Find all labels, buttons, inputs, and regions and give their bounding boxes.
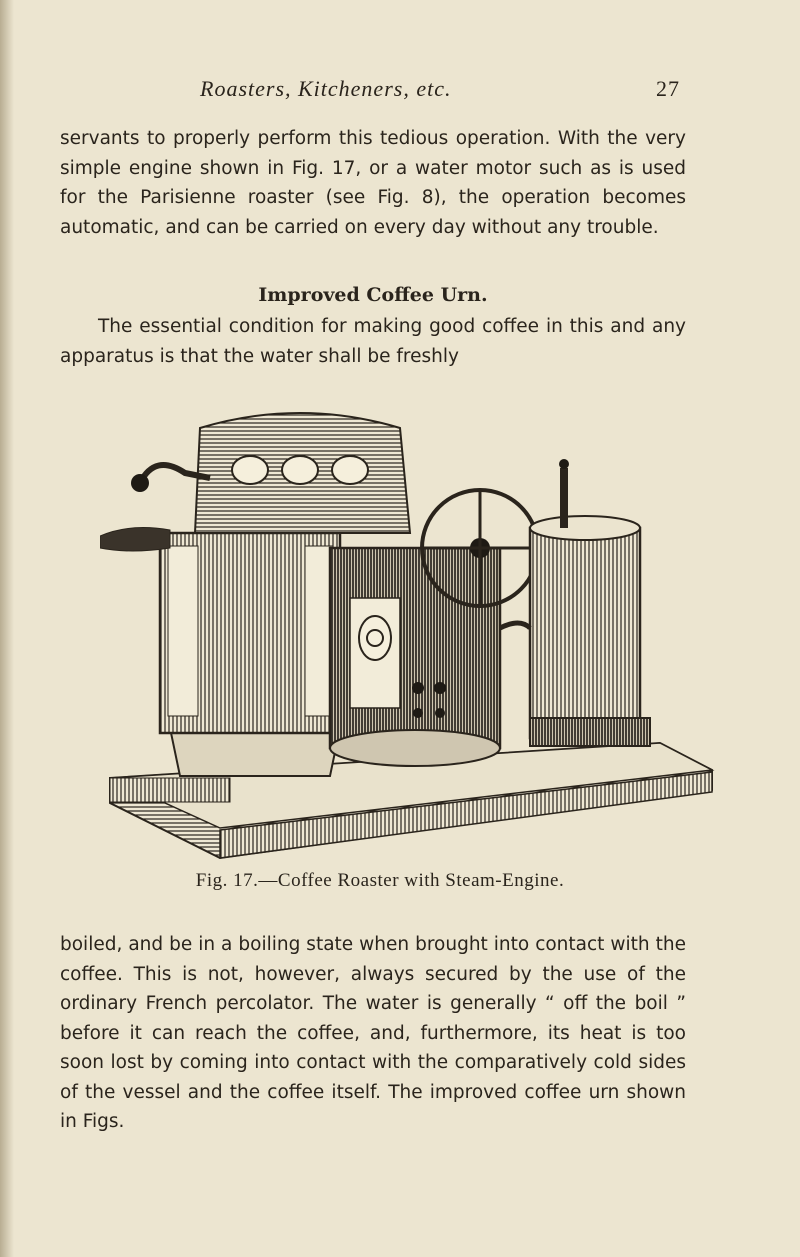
page-edge-shadow <box>0 0 14 1257</box>
paragraph-1: servants to properly perform this tedious operation. With the very simple engine shown in Fig. 17, or a water motor such as is used for the Parisienne roaster (see Fig. 8), the operation becomes automatic, and can be carried on every day without any trouble. <box>60 128 686 238</box>
running-head <box>60 76 680 106</box>
running-head-title: Roasters, Kitcheners, etc. <box>200 76 452 101</box>
engraving-coffee-roaster <box>100 398 720 860</box>
coffee-roaster-illustration <box>100 398 720 860</box>
section-heading: Improved Coffee Urn. <box>258 284 488 306</box>
figure-caption: Fig. 17.—Coffee Roaster with Steam-Engine. <box>195 870 565 891</box>
page-number: 27 <box>656 76 680 101</box>
paragraph-3: boiled, and be in a boiling state when brought into contact with the coffee. This is not, however, always secured by the use of the ordinary French percolator. The water is generally “ off the boil ” before it can reach the coffee, and, furthermore, its heat is too soon lost by coming into contact with the comparatively cold sides of the vessel and the coffee itself. The improved coffee urn shown in Figs. <box>60 934 686 1132</box>
paragraph-2: The essential condition for making good coffee in this and any apparatus is that the water shall be freshly <box>60 316 686 367</box>
